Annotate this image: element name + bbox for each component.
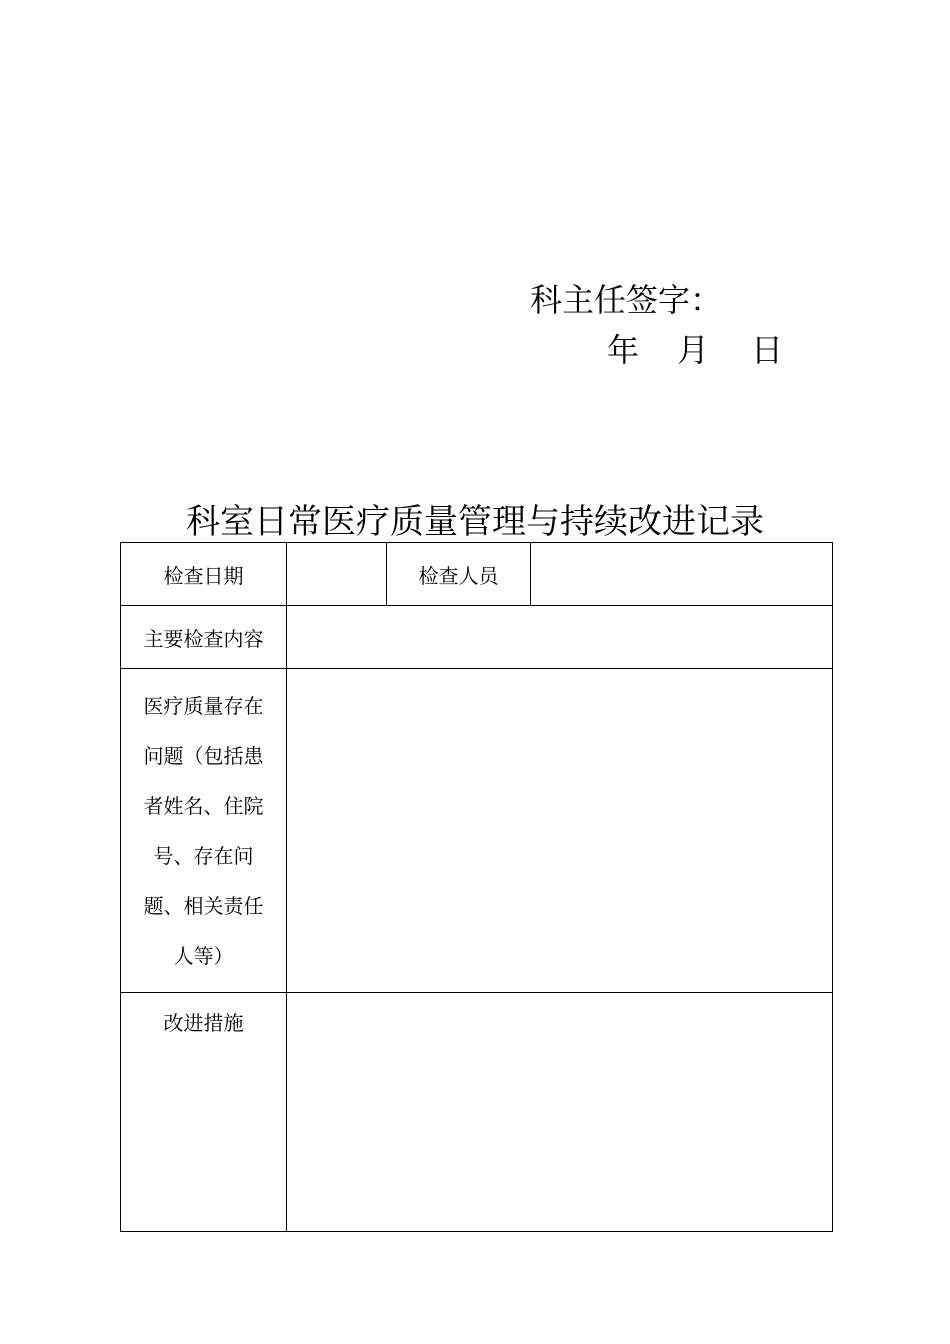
inspection-date-label: 检查日期 — [121, 543, 287, 606]
director-signature-label: 科主任签字： — [530, 281, 723, 319]
quality-problems-label: 医疗质量存在问题（包括患者姓名、住院号、存在问题、相关责任人等） — [121, 669, 287, 993]
quality-record-table — [120, 542, 833, 1232]
improvement-measures-field[interactable] — [287, 993, 833, 1232]
date-month-label: 月 — [677, 331, 710, 369]
main-content-field[interactable] — [287, 606, 833, 669]
table-row — [121, 543, 833, 606]
document-title: 科室日常医疗质量管理与持续改进记录 — [186, 502, 764, 542]
improvement-measures-label: 改进措施 — [121, 993, 287, 1232]
date-day-label: 日 — [751, 331, 784, 369]
main-content-label: 主要检查内容 — [121, 606, 287, 669]
quality-problems-field[interactable] — [287, 669, 833, 993]
inspector-label: 检查人员 — [387, 543, 531, 606]
table-row — [121, 606, 833, 669]
inspector-field[interactable] — [531, 543, 833, 606]
table-row — [121, 993, 833, 1232]
signature-date-line — [607, 330, 783, 370]
table-row — [121, 669, 833, 993]
date-year-label: 年 — [607, 331, 640, 369]
inspection-date-field[interactable] — [287, 543, 387, 606]
